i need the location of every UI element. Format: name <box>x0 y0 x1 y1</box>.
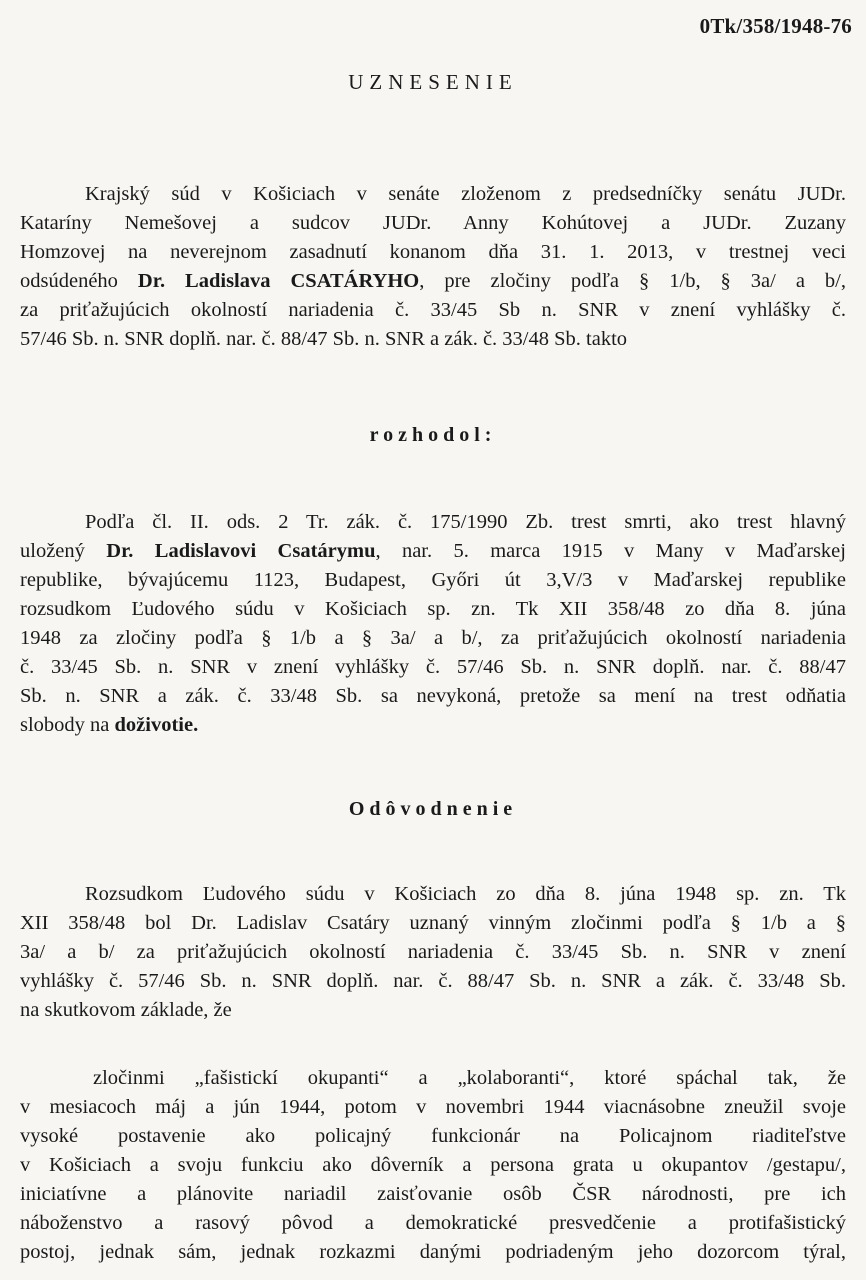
decision-line: republike, bývajúcemu 1123, Budapest, Győri út 3,V/3 v Maďarskej republike <box>20 569 846 591</box>
decision-line: Podľa čl. II. ods. 2 Tr. zák. č. 175/1990 Zb. trest smrti, ako trest hlavný <box>85 511 846 533</box>
decision-line: rozsudkom Ľudového súdu v Košiciach sp. zn. Tk XII 358/48 zo dňa 8. júna <box>20 598 846 620</box>
convict-name-dative: Dr. Ladislavovi Csatárymu <box>106 540 376 562</box>
facts-line: zločinmi „fašistickí okupanti“ a „kolaboranti“, ktoré spáchal tak, že <box>93 1067 846 1089</box>
intro-line: Kataríny Nemešovej a sudcov JUDr. Anny Kohútovej a JUDr. Zuzany <box>20 212 846 234</box>
facts-line: v Košiciach a svoju funkciu ako dôverník a persona grata u okupantov /gestapu/, <box>20 1154 846 1176</box>
decision-line <box>20 537 846 566</box>
decision-text: , nar. 5. marca 1915 v Many v Maďarskej <box>375 540 846 562</box>
intro-line: 57/46 Sb. n. SNR doplň. nar. č. 88/47 Sb. n. SNR a zák. č. 33/48 Sb. takto <box>20 328 628 350</box>
facts-paragraph <box>20 1064 846 1267</box>
sentence-life: doživotie. <box>114 714 199 736</box>
reasoning-line: vyhlášky č. 57/46 Sb. n. SNR doplň. nar. č. 88/47 Sb. n. SNR a zák. č. 33/48 Sb. <box>20 970 846 992</box>
convict-name: Dr. Ladislava CSATÁRYHO <box>137 270 420 292</box>
facts-line: vysoké postavenie ako policajný funkcionár na Policajnom riaditeľstve <box>20 1125 846 1147</box>
decision-text: slobody na <box>20 714 115 736</box>
facts-line: náboženstvo a rasový pôvod a demokratické presvedčenie a protifašistický <box>20 1212 846 1234</box>
document-title: UZNESENIE <box>348 70 518 94</box>
decision-line: č. 33/45 Sb. n. SNR v znení vyhlášky č. 57/46 Sb. n. SNR doplň. nar. č. 88/47 <box>20 656 846 678</box>
facts-line: v mesiacoch máj a jún 1944, potom v novembri 1944 viacnásobne zneužil svoje <box>20 1096 846 1118</box>
reasoning-heading: Odôvodnenie <box>348 798 518 820</box>
reasoning-line: Rozsudkom Ľudového súdu v Košiciach zo dňa 8. júna 1948 sp. zn. Tk <box>85 883 846 905</box>
case-reference: 0Tk/358/1948-76 <box>699 14 852 38</box>
facts-line: postoj, jednak sám, jednak rozkazmi danými podriadeným jeho dozorcom týral, <box>20 1241 846 1263</box>
decision-line: Sb. n. SNR a zák. č. 33/48 Sb. sa nevykoná, pretože sa mení na trest odňatia <box>20 685 846 707</box>
decision-heading: rozhodol: <box>369 424 497 446</box>
intro-text: odsúdeného <box>20 270 138 292</box>
intro-line <box>20 267 846 296</box>
decision-text: uložený <box>20 540 107 562</box>
intro-text: , pre zločiny podľa § 1/b, § 3a/ a b/, <box>419 270 846 292</box>
intro-line: za priťažujúcich okolností nariadenia č. 33/45 Sb n. SNR v znení vyhlášky č. <box>20 299 846 321</box>
intro-paragraph <box>20 180 846 354</box>
reasoning-line: na skutkovom základe, že <box>20 999 232 1021</box>
reasoning-line: XII 358/48 bol Dr. Ladislav Csatáry uznaný vinným zločinmi podľa § 1/b a § <box>20 912 846 934</box>
reasoning-paragraph <box>20 880 846 1025</box>
decision-paragraph <box>20 508 846 740</box>
intro-line: Krajský súd v Košiciach v senáte zloženom z predsedníčky senátu JUDr. <box>85 183 846 205</box>
decision-line: 1948 za zločiny podľa § 1/b a § 3a/ a b/, za priťažujúcich okolností nariadenia <box>20 627 846 649</box>
facts-line: iniciatívne a plánovite nariadil zaisťovanie osôb ČSR národnosti, pre ich <box>20 1183 846 1205</box>
intro-line: Homzovej na neverejnom zasadnutí konanom dňa 31. 1. 2013, v trestnej veci <box>20 241 846 263</box>
decision-line <box>20 711 846 740</box>
reasoning-line: 3a/ a b/ za priťažujúcich okolností nariadenia č. 33/45 Sb. n. SNR v znení <box>20 941 846 963</box>
